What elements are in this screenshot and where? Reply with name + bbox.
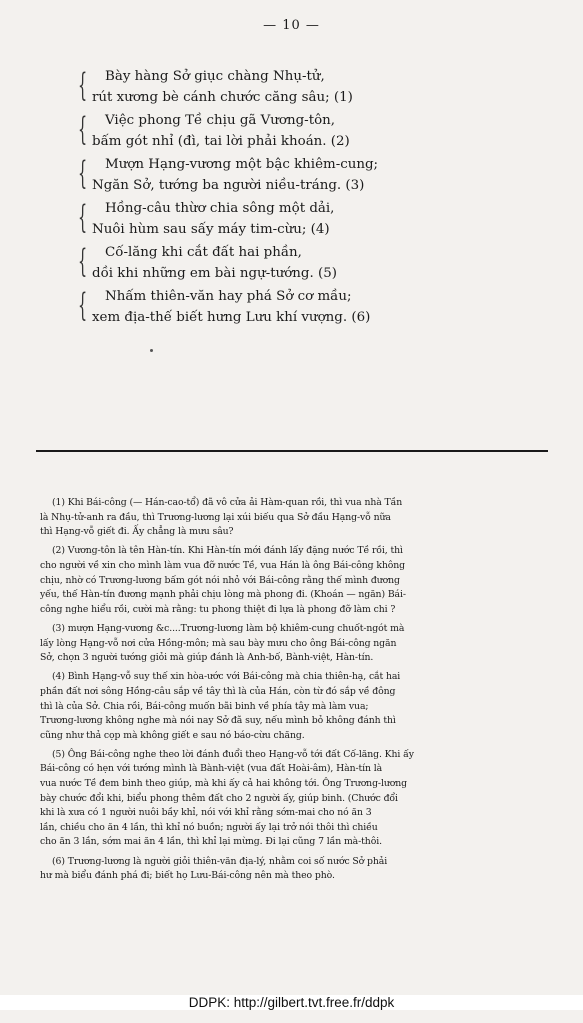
footnote-6 [40, 855, 555, 884]
footnote-4 [40, 670, 555, 743]
footnote-line: (6) Trương-lương là người giỏi thiên-văn địa-lý, nhằm coi số nước Sở phải [52, 855, 388, 867]
brace-icon: { [78, 66, 88, 104]
footnote-1 [40, 496, 555, 540]
poem-stanza [78, 198, 532, 240]
footnote-5 [40, 748, 555, 850]
poem-line: Nhấm thiên-văn hay phá Sở cơ mầu; [105, 289, 352, 304]
section-divider [36, 450, 548, 452]
poem-line: xem địa-thế biết hưng Lưu khí vượng. (6) [92, 310, 371, 325]
poem-line: dồi khi những em bài ngự-tướng. (5) [92, 266, 337, 281]
footnote-line: hư mà biểu đánh phá đi; biết họ Lưu-Bái-công nên mà theo phò. [40, 870, 335, 882]
poem-line: Hồng-câu thừơ chia sông một dải, [105, 201, 335, 216]
page-number: — 10 — [263, 18, 320, 33]
footnote-2 [40, 544, 555, 617]
footnote-line: là Nhụ-tử-anh ra đầu, thì Trương-lương lại xúi biếu qua Sở đầu Hạng-vỗ nữa [40, 511, 391, 523]
footnote-line: thì là của Sở. Chia rồi, Bái-công muốn bãi binh về phía tây mà làm vua; [40, 700, 369, 712]
footnote-line: (5) Ông Bái-công nghe theo lời đánh đuổi theo Hạng-vỗ tới đất Cố-lăng. Khi ấy [52, 748, 414, 760]
poem-line: Mượn Hạng-vương một bậc khiêm-cung; [105, 157, 379, 172]
poem-stanza [78, 66, 532, 108]
footnote-line: khi là xưa có 1 người nuôi bầy khỉ, nói với khỉ rằng sớm-mai cho nó ăn 3 [40, 807, 372, 819]
poem-line: Cố-lăng khi cắt đất hai phần, [105, 245, 302, 260]
footnote-line: lấy lòng Hạng-vỗ nơi cửa Hồng-môn; mà sau bày mưu cho ông Bái-công ngăn [40, 637, 397, 649]
poem-line: rút xương bè cánh chước căng sâu; (1) [92, 90, 353, 105]
footnote-line: lần, chiều cho ăn 4 lần, thì khỉ nó buồn; người ấy lại trở nói thôi thì chiều [40, 821, 378, 833]
footnote-line: vua nước Tề đem binh theo giúp, mà khi ấy cả hai không tới. Ông Trương-lương [40, 778, 407, 790]
footnote-line: chịu, nhờ có Trương-lương bấm gót nói nhỏ với Bái-công rằng thế mình đương [40, 574, 400, 586]
brace-icon: { [78, 198, 88, 236]
poem-stanza [78, 286, 532, 328]
footnote-line: (1) Khi Bái-công (— Hán-cao-tổ) đã vô cửa ải Hàm-quan rồi, thì vua nhà Tần [52, 497, 403, 508]
footnote-line: công nghe hiểu rồi, cười mà rằng: tu phong thiệt đi lựa là phong đỡ làm chi ? [40, 603, 396, 615]
footnote-line: (4) Bình Hạng-vỗ suy thế xin hòa-ước với Bái-công mà chia thiên-hạ, cắt hai [52, 671, 401, 683]
poem-stanza [78, 242, 532, 284]
footnote-line: cho người về xin cho mình làm vua đỡ nước Tề, vua Hán là ông Bái-công không [40, 559, 405, 571]
poem-line: Việc phong Tề chịu gã Vương-tôn, [105, 113, 336, 128]
footnote-line: Bái-công có hẹn với tướng mình là Bành-việt (vua đất Hoài-âm), Hàn-tín là [40, 763, 383, 775]
poem [78, 66, 532, 330]
poem-line: bấm gót nhỉ (đì, tai lời phải khoán. (2) [92, 134, 350, 149]
footnote-line: yếu, thế Hàn-tín đương mạnh phải chịu lòng mà phong đi. (Khoán — ngăn) Bái- [40, 589, 406, 601]
poem-stanza [78, 154, 532, 196]
footnote-line: phần đất nơi sông Hồng-câu sắp về tây thì là của Hán, còn từ đó sắp về đông [40, 685, 396, 697]
brace-icon: { [78, 286, 88, 324]
footnote-line: bày chước đổi khi, biểu phong thêm đất cho 2 người ấy, giúp binh. (Chước đổi [40, 792, 398, 804]
brace-icon: { [78, 154, 88, 192]
poem-line: Bày hàng Sở giục chàng Nhụ-tử, [105, 69, 325, 84]
footnote-line: Sở, chọn 3 người tướng giỏi mà giúp đánh là Anh-bố, Bành-việt, Hàn-tín. [40, 652, 374, 664]
brace-icon: { [78, 110, 88, 148]
footnote-line: (2) Vương-tôn là tên Hàn-tín. Khi Hàn-tín mới đánh lấy đặng nước Tề rồi, thì [52, 545, 403, 557]
footnote-line: cũng như thả cọp mà không giết e sau nó báo-cừu chăng. [40, 729, 305, 741]
source-credit: DDPK: http://gilbert.tvt.free.fr/ddpk [0, 995, 583, 1010]
footnote-line: thì Hạng-vỗ giết đi. Ấy chẳng là mưu sâu? [40, 526, 234, 538]
brace-icon: { [78, 242, 88, 280]
poem-stanza [78, 110, 532, 152]
footnote-line: (3) mượn Hạng-vương &c....Trương-lương làm bộ khiêm-cung chuốt-ngót mà [52, 622, 405, 634]
ink-speck [150, 349, 153, 352]
poem-line: Ngăn Sở, tướng ba người niều-tráng. (3) [92, 178, 365, 193]
poem-line: Nuôi hùm sau sấy máy tim-cừu; (4) [92, 222, 330, 237]
footnote-line: Trương-lương không nghe mà nói nay Sở đã suy, nếu mình bỏ không đánh thì [40, 715, 396, 727]
footnotes [40, 496, 555, 888]
footnote-line: cho ăn 3 lần, sớm mai ăn 4 lần, thì khỉ lại mừng. Đi lại cũng 7 lần mà-thôi. [40, 836, 382, 848]
footnote-3 [40, 622, 555, 666]
